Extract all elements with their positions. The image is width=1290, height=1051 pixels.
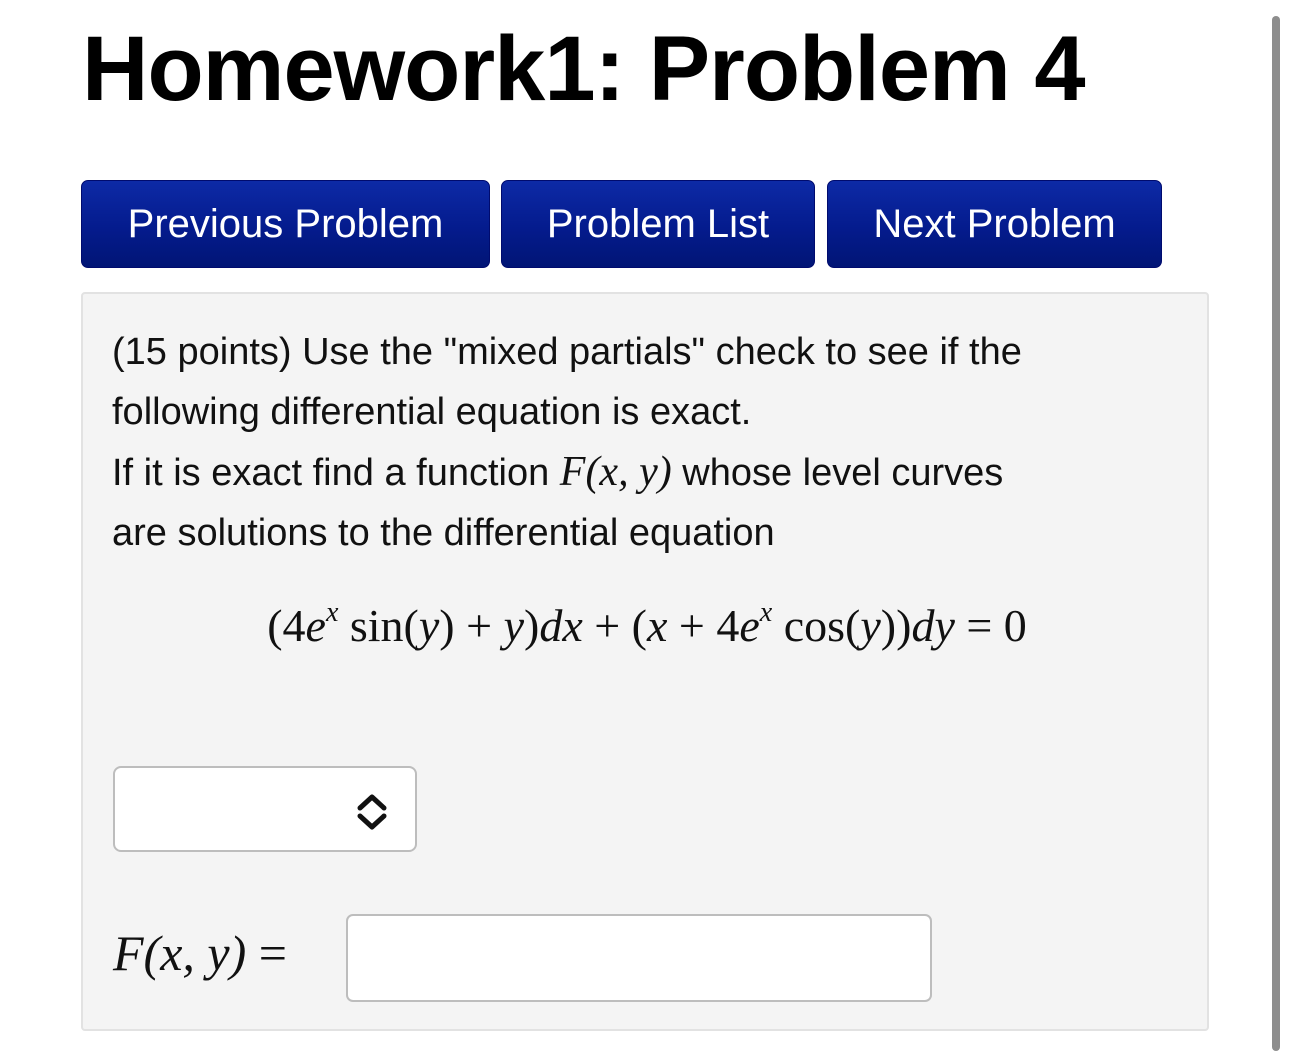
eq-var: y bbox=[860, 600, 881, 651]
eq-exponent: x bbox=[325, 597, 339, 628]
eq-exponent: x bbox=[759, 597, 773, 628]
eq-part: ) bbox=[523, 600, 540, 651]
eq-var: e bbox=[739, 600, 760, 651]
eq-part: (4 bbox=[267, 600, 306, 651]
problem-list-button[interactable]: Problem List bbox=[501, 180, 815, 268]
answer-label-args: (x, y) bbox=[143, 925, 247, 981]
function-notation bbox=[560, 449, 672, 495]
eq-var: x bbox=[647, 600, 668, 651]
answer-label bbox=[113, 924, 287, 982]
eq-part: + 4 bbox=[667, 600, 740, 651]
eq-part: )) bbox=[880, 600, 912, 651]
problem-statement bbox=[112, 322, 1182, 563]
answer-label-equals: = bbox=[246, 925, 287, 981]
eq-part: ) + bbox=[439, 600, 504, 651]
exactness-select[interactable] bbox=[113, 766, 417, 852]
function-args: (x, y) bbox=[585, 449, 672, 495]
function-name: F bbox=[559, 449, 586, 495]
problem-line-3-end: whose level curves bbox=[671, 452, 1004, 494]
problem-line-1: (15 points) Use the "mixed partials" check to see if the bbox=[112, 331, 1022, 373]
eq-part: = 0 bbox=[954, 600, 1027, 651]
problem-panel bbox=[81, 292, 1209, 1031]
previous-problem-button[interactable]: Previous Problem bbox=[81, 180, 490, 268]
eq-part: + ( bbox=[582, 600, 647, 651]
answer-input[interactable] bbox=[346, 914, 932, 1002]
eq-var: y bbox=[503, 600, 524, 651]
page-title: Homework1: Problem 4 bbox=[82, 18, 1085, 120]
problem-line-2: following differential equation is exact. bbox=[112, 391, 752, 433]
answer-label-name: F bbox=[113, 925, 144, 981]
differential-equation bbox=[83, 599, 1211, 652]
scrollbar[interactable] bbox=[1272, 16, 1280, 1051]
eq-part: sin( bbox=[338, 600, 419, 651]
problem-line-4: are solutions to the differential equation bbox=[112, 512, 775, 554]
eq-var: dy bbox=[911, 600, 955, 651]
chevron-up-down-icon bbox=[355, 792, 389, 832]
problem-line-3 bbox=[112, 442, 1182, 503]
eq-part: cos( bbox=[772, 600, 861, 651]
eq-var: y bbox=[418, 600, 440, 651]
eq-var: e bbox=[305, 600, 326, 651]
problem-line-3-start: If it is exact find a function bbox=[112, 452, 560, 494]
eq-var: dx bbox=[539, 600, 583, 651]
next-problem-button[interactable]: Next Problem bbox=[827, 180, 1162, 268]
